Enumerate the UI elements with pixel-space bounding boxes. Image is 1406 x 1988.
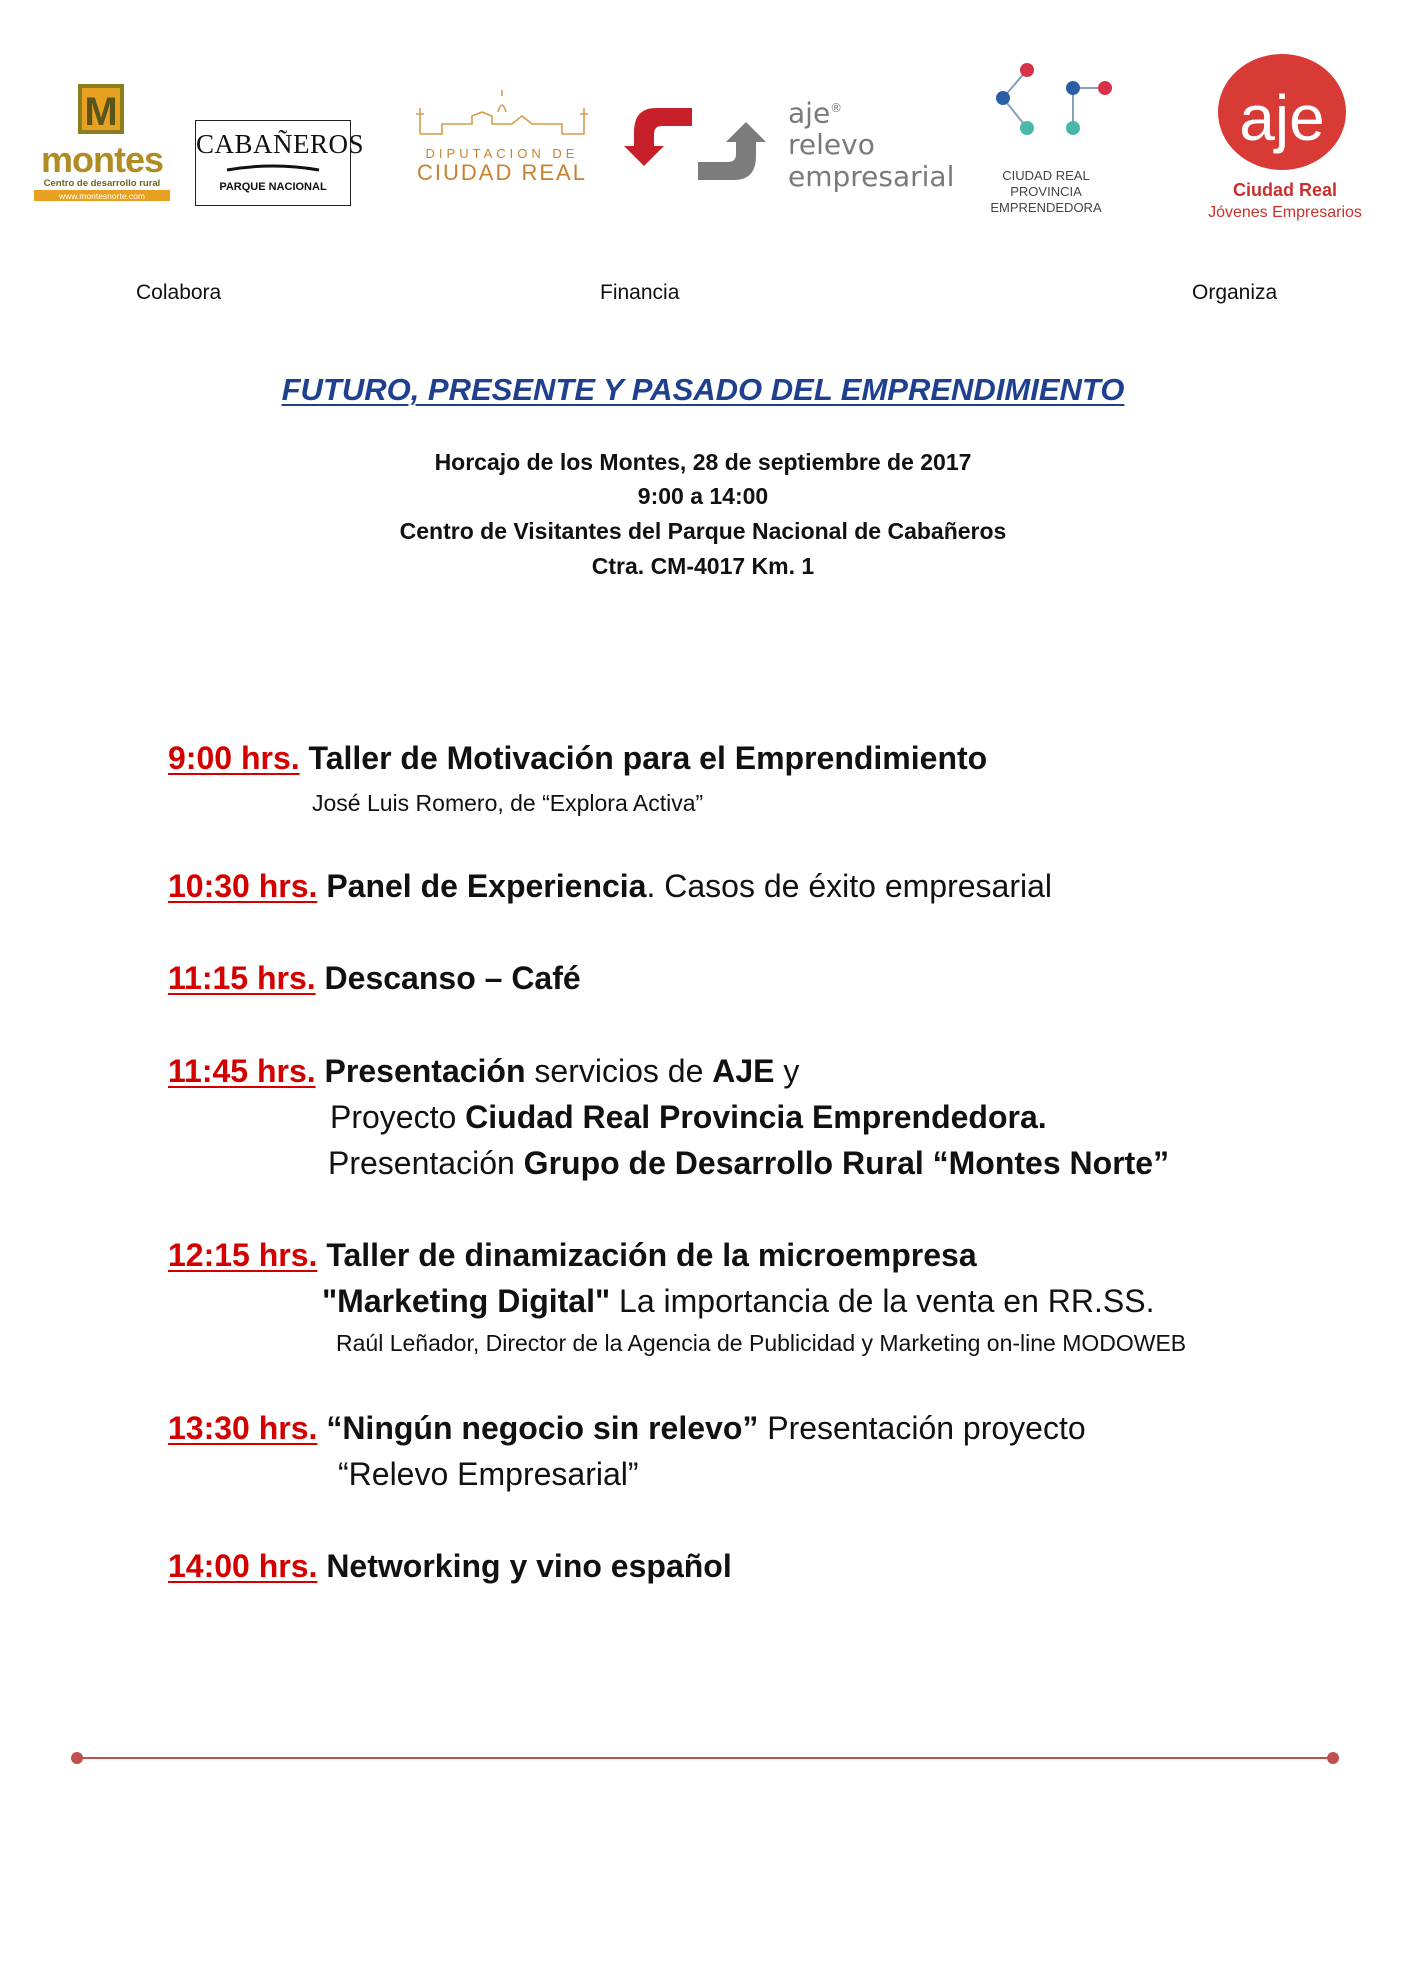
aje-city: Ciudad Real [1232, 180, 1338, 200]
aje-ciudad-real-logo [1192, 52, 1372, 232]
aje-tagline: Jóvenes Empresarios [1208, 204, 1362, 221]
svg-text:CIUDAD REAL: CIUDAD REAL [417, 160, 587, 185]
relevo-empresarial-logo [788, 92, 978, 202]
role-financia: Financia [600, 281, 680, 304]
agenda-title: Networking y vino español [326, 1548, 732, 1584]
agenda-title: Taller de dinamización de la microempresa [326, 1237, 977, 1273]
event-address: Ctra. CM-4017 Km. 1 [591, 553, 815, 579]
provincia-text: CIUDAD REAL PROVINCIA EMPRENDEDORA [990, 168, 1102, 215]
agenda-title: Presentación [324, 1053, 526, 1089]
agenda-item [168, 740, 987, 777]
agenda-time: 11:15 hrs. [168, 960, 316, 996]
registered-mark: ® [830, 101, 843, 115]
agenda-item [168, 1548, 732, 1585]
network-nodes-icon [965, 60, 1125, 170]
svg-text:montes: montes [40, 139, 164, 180]
relevo-arrows-icon [620, 98, 770, 190]
cabaneros-logo [195, 120, 365, 206]
footer-divider [70, 1748, 1340, 1768]
agenda-title: Taller de Motivación para el Emprendimiento [308, 740, 988, 776]
agenda-title: Descanso – Café [324, 960, 581, 996]
relevo-line2: empresarial [788, 160, 955, 194]
agenda-description: Presentación Grupo de Desarrollo Rural “Montes Norte” [328, 1145, 1170, 1181]
agenda-title: Panel de Experiencia [326, 868, 647, 904]
agenda-title: “Ningún negocio sin relevo” [326, 1410, 759, 1446]
agenda-description: . Casos de éxito empresarial [646, 868, 1052, 904]
event-date: Horcajo de los Montes, 28 de septiembre de 2017 [434, 449, 972, 475]
diputacion-logo [412, 86, 592, 196]
agenda-speaker: José Luis Romero, de “Explora Activa” [312, 790, 704, 816]
svg-text:www.montesnorte.com: www.montesnorte.com [59, 191, 145, 201]
role-organiza: Organiza [1192, 281, 1278, 304]
montes-logo [30, 80, 175, 210]
event-time: 9:00 a 14:00 [637, 483, 769, 509]
agenda-description: “Relevo Empresarial” [338, 1456, 639, 1492]
svg-text:M: M [84, 90, 118, 134]
cabaneros-subtitle: PARQUE NACIONAL [219, 181, 327, 193]
agenda-time: 12:15 hrs. [168, 1237, 318, 1273]
agenda-time: 13:30 hrs. [168, 1410, 318, 1446]
agenda-time: 11:45 hrs. [168, 1053, 316, 1089]
relevo-brand: aje [788, 96, 831, 130]
agenda-item [168, 1410, 1086, 1447]
relevo-line1: relevo [788, 128, 875, 162]
agenda-time: 10:30 hrs. [168, 868, 318, 904]
role-colabora: Colabora [136, 281, 222, 304]
document-title: FUTURO, PRESENTE Y PASADO DEL EMPRENDIMIENTO [281, 372, 1125, 407]
agenda-speaker: Raúl Leñador, Director de la Agencia de Publicidad y Marketing on-line MODOWEB [336, 1330, 1187, 1356]
cabaneros-name: CABAÑEROS [196, 129, 365, 159]
provincia-emprendedora-logo [965, 60, 1125, 220]
agenda-item: 11:45 hrs. Presentación servicios de AJE y [168, 1053, 800, 1089]
agenda-description: Proyecto Ciudad Real Provincia Emprendedora. [330, 1099, 1047, 1135]
cabaneros-mark [223, 163, 323, 173]
event-venue: Centro de Visitantes del Parque Nacional de Cabañeros [399, 518, 1007, 544]
agenda-description: Presentación proyecto [758, 1410, 1086, 1446]
agenda-time: 14:00 hrs. [168, 1548, 318, 1584]
svg-text:aje: aje [1239, 82, 1325, 154]
agenda-time: 9:00 hrs. [168, 740, 300, 776]
agenda-item [168, 868, 1052, 905]
svg-text:DIPUTACION DE: DIPUTACION DE [425, 146, 579, 161]
agenda-item [168, 1237, 977, 1274]
agenda-description: "Marketing Digital" La importancia de la venta en RR.SS. [322, 1283, 1155, 1319]
svg-text:Centro de desarrollo rural: Centro de desarrollo rural [43, 178, 161, 189]
agenda-item [168, 960, 581, 997]
